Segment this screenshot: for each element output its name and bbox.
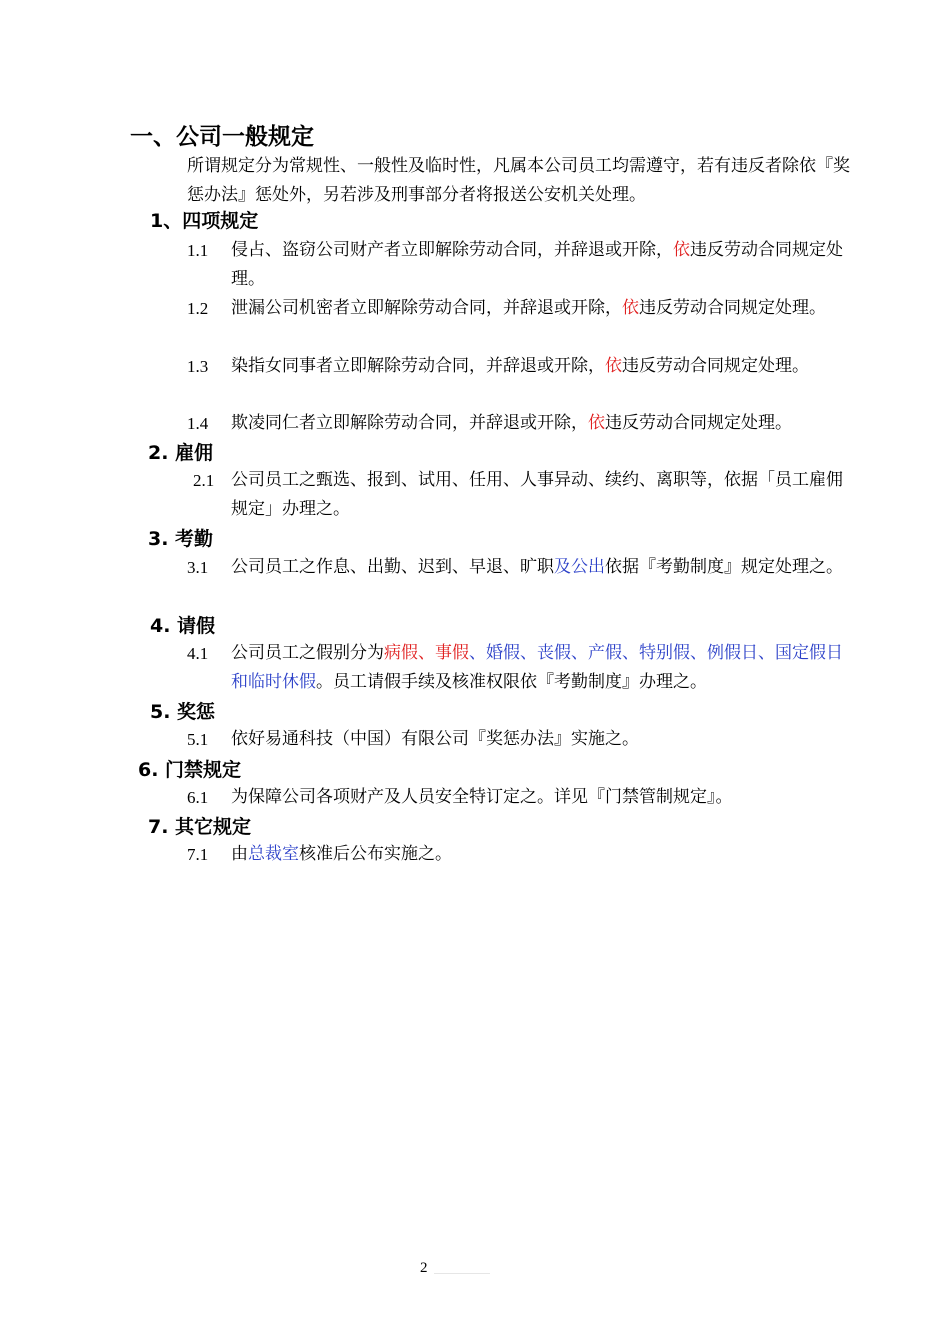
rule-item <box>187 409 867 438</box>
item-number: 1.4 <box>187 414 209 433</box>
item-text: 为保障公司各项财产及人员安全特订定之。详见『门禁管制规定』。 <box>231 787 733 807</box>
item-number: 1.3 <box>187 357 209 376</box>
highlight-blue: 及公出 <box>554 557 605 577</box>
rule-item <box>187 294 857 352</box>
subsection-title-hiring: 2. 雇佣 <box>148 442 214 464</box>
highlight-red: 病假、事假 <box>384 643 469 663</box>
item-number: 5.1 <box>187 730 209 749</box>
rule-item <box>187 783 857 812</box>
rule-item <box>187 553 857 611</box>
item-number: 4.1 <box>187 644 209 663</box>
item-number: 2.1 <box>193 471 215 490</box>
item-text: 公司员工之甄选、报到、试用、任用、人事异动、续约、离职等，依据「员工雇佣规定」办理之。 <box>231 470 843 519</box>
item-text: 欺凌同仁者立即解除劳动合同，并辞退或开除，依违反劳动合同规定处理。 <box>231 413 792 433</box>
rule-item <box>187 725 857 754</box>
item-text: 公司员工之作息、出勤、迟到、早退、旷职及公出依据『考勤制度』规定处理之。 <box>231 557 843 577</box>
subsection-title-access-control: 6. 门禁规定 <box>138 759 242 781</box>
item-text: 依好易通科技（中国）有限公司『奖惩办法』实施之。 <box>231 729 639 749</box>
subsection-title-rewards: 5. 奖惩 <box>150 701 216 723</box>
footer-divider <box>434 1273 490 1274</box>
highlight-red: 依 <box>605 356 622 376</box>
page-number: 2 <box>420 1260 428 1276</box>
item-text: 由总裁室核准后公布实施之。 <box>231 844 452 864</box>
item-text: 泄漏公司机密者立即解除劳动合同，并辞退或开除，依违反劳动合同规定处理。 <box>231 298 826 318</box>
rule-item <box>193 466 857 524</box>
highlight-blue: 婚假、丧假、产假、特别假、例假日、国定假日和临时休假 <box>231 643 843 692</box>
item-number: 3.1 <box>187 558 209 577</box>
highlight-red: 依 <box>622 298 639 318</box>
subsection-title-four-rules: 1、四项规定 <box>150 210 259 232</box>
item-text: 侵占、盗窃公司财产者立即解除劳动合同，并辞退或开除，依违反劳动合同规定处理。 <box>231 240 843 289</box>
section-heading: 一、公司一般规定 <box>130 124 314 150</box>
rule-item <box>187 236 857 294</box>
highlight-red: 依 <box>673 240 690 260</box>
intro-paragraph: 所谓规定分为常规性、一般性及临时性，凡属本公司员工均需遵守，若有违反者除依『奖惩办法』惩处外，另若涉及刑事部分者将报送公安机关处理。 <box>187 156 850 205</box>
subsection-title-attendance: 3. 考勤 <box>148 528 214 550</box>
highlight-red: 依 <box>588 413 605 433</box>
subsection-title-leave: 4. 请假 <box>150 615 216 637</box>
item-number: 6.1 <box>187 788 209 807</box>
highlight-blue: 总裁室 <box>248 844 299 864</box>
rule-item <box>187 639 857 697</box>
item-text: 公司员工之假别分为病假、事假、婚假、丧假、产假、特别假、例假日、国定假日和临时休假。员工请假手续及核准权限依『考勤制度』办理之。 <box>231 643 843 692</box>
subsection-title-other: 7. 其它规定 <box>148 816 252 838</box>
item-number: 7.1 <box>187 845 209 864</box>
item-text: 染指女同事者立即解除劳动合同，并辞退或开除，依违反劳动合同规定处理。 <box>231 356 809 376</box>
item-number: 1.2 <box>187 299 209 318</box>
rule-item <box>187 352 857 410</box>
item-number: 1.1 <box>187 241 209 260</box>
rule-item <box>187 840 857 869</box>
